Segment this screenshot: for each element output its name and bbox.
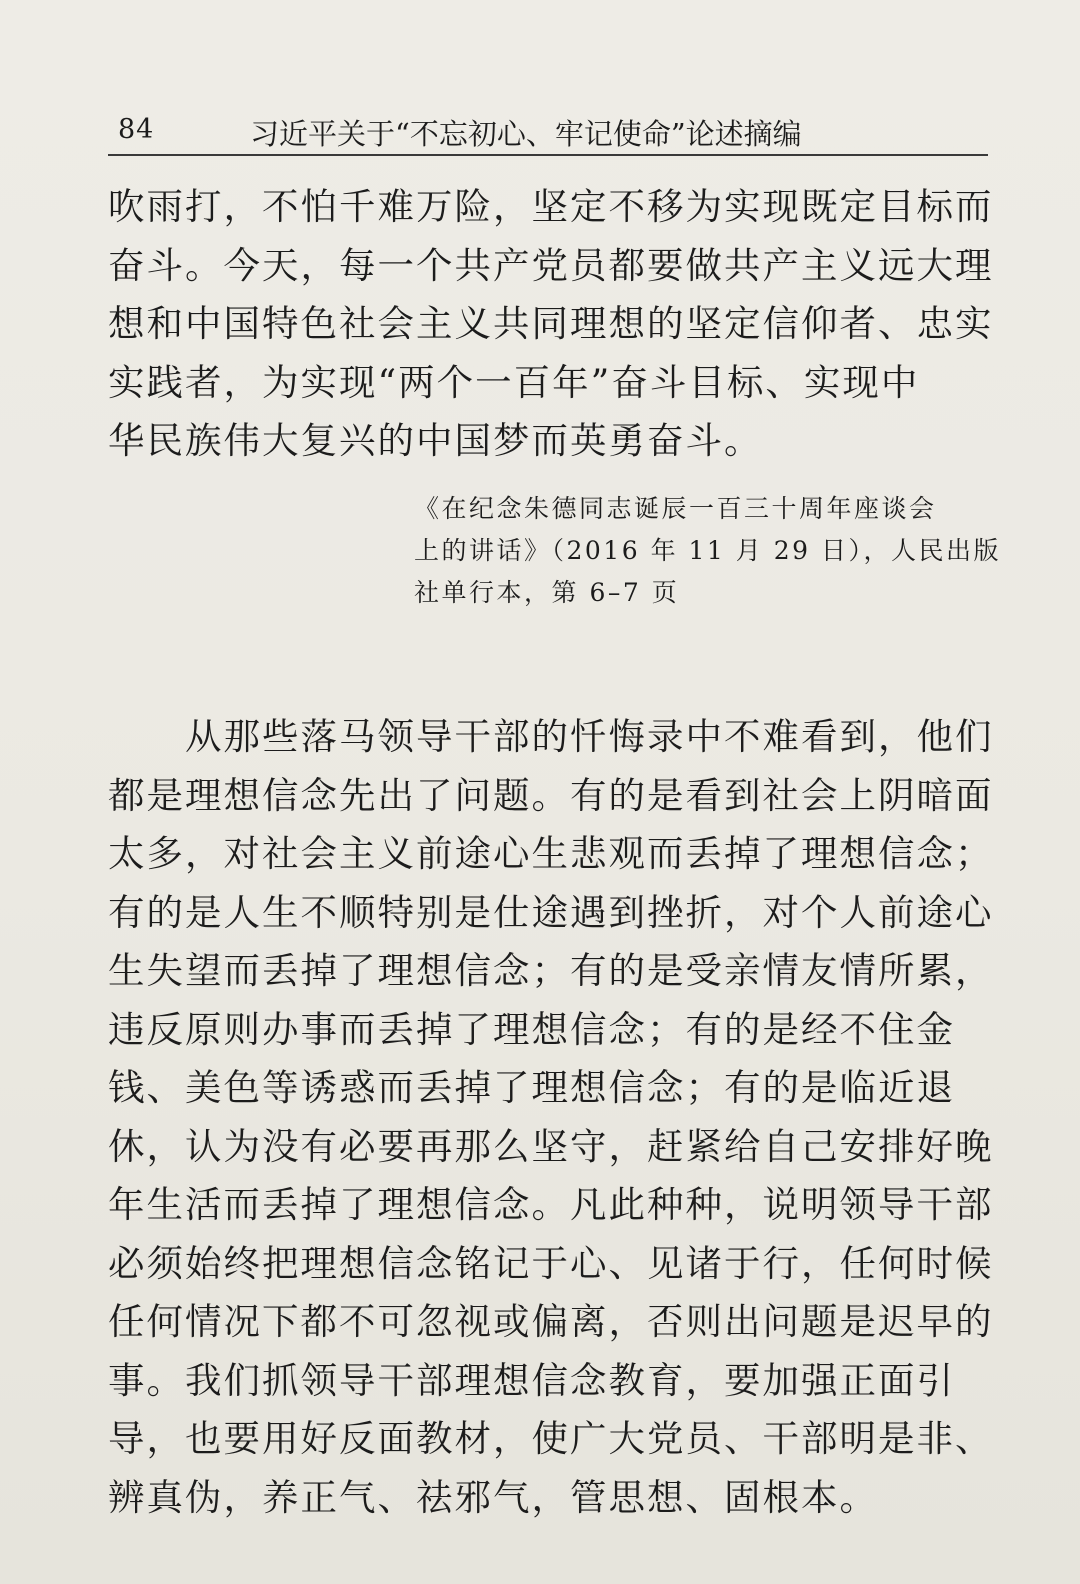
text-line: 必须始终把理想信念铭记于心、见诸于行，任何时候: [108, 1241, 994, 1285]
text-line: 吹雨打，不怕千难万险，坚定不移为实现既定目标而: [108, 185, 994, 228]
book-title: 习近平关于“不忘初心、牢记使命”论述摘编: [250, 117, 802, 151]
text-line: 休，认为没有必要再那么坚守，赶紧给自己安排好晚: [108, 1124, 994, 1168]
text-line: 钱、美色等诱惑而丢掉了理想信念；有的是临近退: [108, 1066, 955, 1109]
text-line: 辨真伪，养正气、祛邪气，管思想、固根本。: [108, 1475, 878, 1519]
text-line: 从那些落马领导干部的忏悔录中不难看到，他们: [185, 715, 994, 758]
citation-line: 《在纪念朱德同志诞辰一百三十周年座谈会: [414, 494, 937, 523]
text-line: 太多，对社会主义前途心生悲观而丢掉了理想信念；: [108, 832, 994, 875]
paragraph-quote: [108, 178, 994, 471]
text-line: 想和中国特色社会主义共同理想的坚定信仰者、忠实: [108, 302, 994, 345]
text-line: 任何情况下都不可忽视或偏离，否则出问题是迟早的: [108, 1300, 994, 1343]
text-line: 有的是人生不顺特别是仕途遇到挫折，对个人前途心: [108, 890, 994, 934]
citation-line: 社单行本，第 6–7 页: [414, 578, 680, 607]
text-line: 年生活而丢掉了理想信念。凡此种种，说明领导干部: [108, 1183, 994, 1226]
text-line: 华民族伟大复兴的中国梦而英勇奋斗。: [108, 419, 763, 462]
text-line: 违反原则办事而丢掉了理想信念；有的是经不住金: [108, 1007, 955, 1051]
text-line: 奋斗。今天，每一个共产党员都要做共产主义远大理: [108, 243, 994, 287]
text-line: 导，也要用好反面教材，使广大党员、干部明是非、: [108, 1417, 994, 1460]
text-line: 生失望而丢掉了理想信念；有的是受亲情友情所累，: [108, 949, 994, 992]
text-line: 实践者，为实现“两个一百年”奋斗目标、实现中: [108, 360, 920, 404]
page-number: 84: [118, 114, 155, 145]
citation-line: 上的讲话》（2016 年 11 月 29 日），人民出版: [414, 536, 1001, 565]
text-line: 都是理想信念先出了问题。有的是看到社会上阴暗面: [108, 773, 994, 817]
paragraph-body: [108, 708, 994, 1527]
text-line: 事。我们抓领导干部理想信念教育，要加强正面引: [108, 1358, 955, 1402]
source-citation: [414, 488, 1001, 614]
running-header: [108, 108, 988, 156]
